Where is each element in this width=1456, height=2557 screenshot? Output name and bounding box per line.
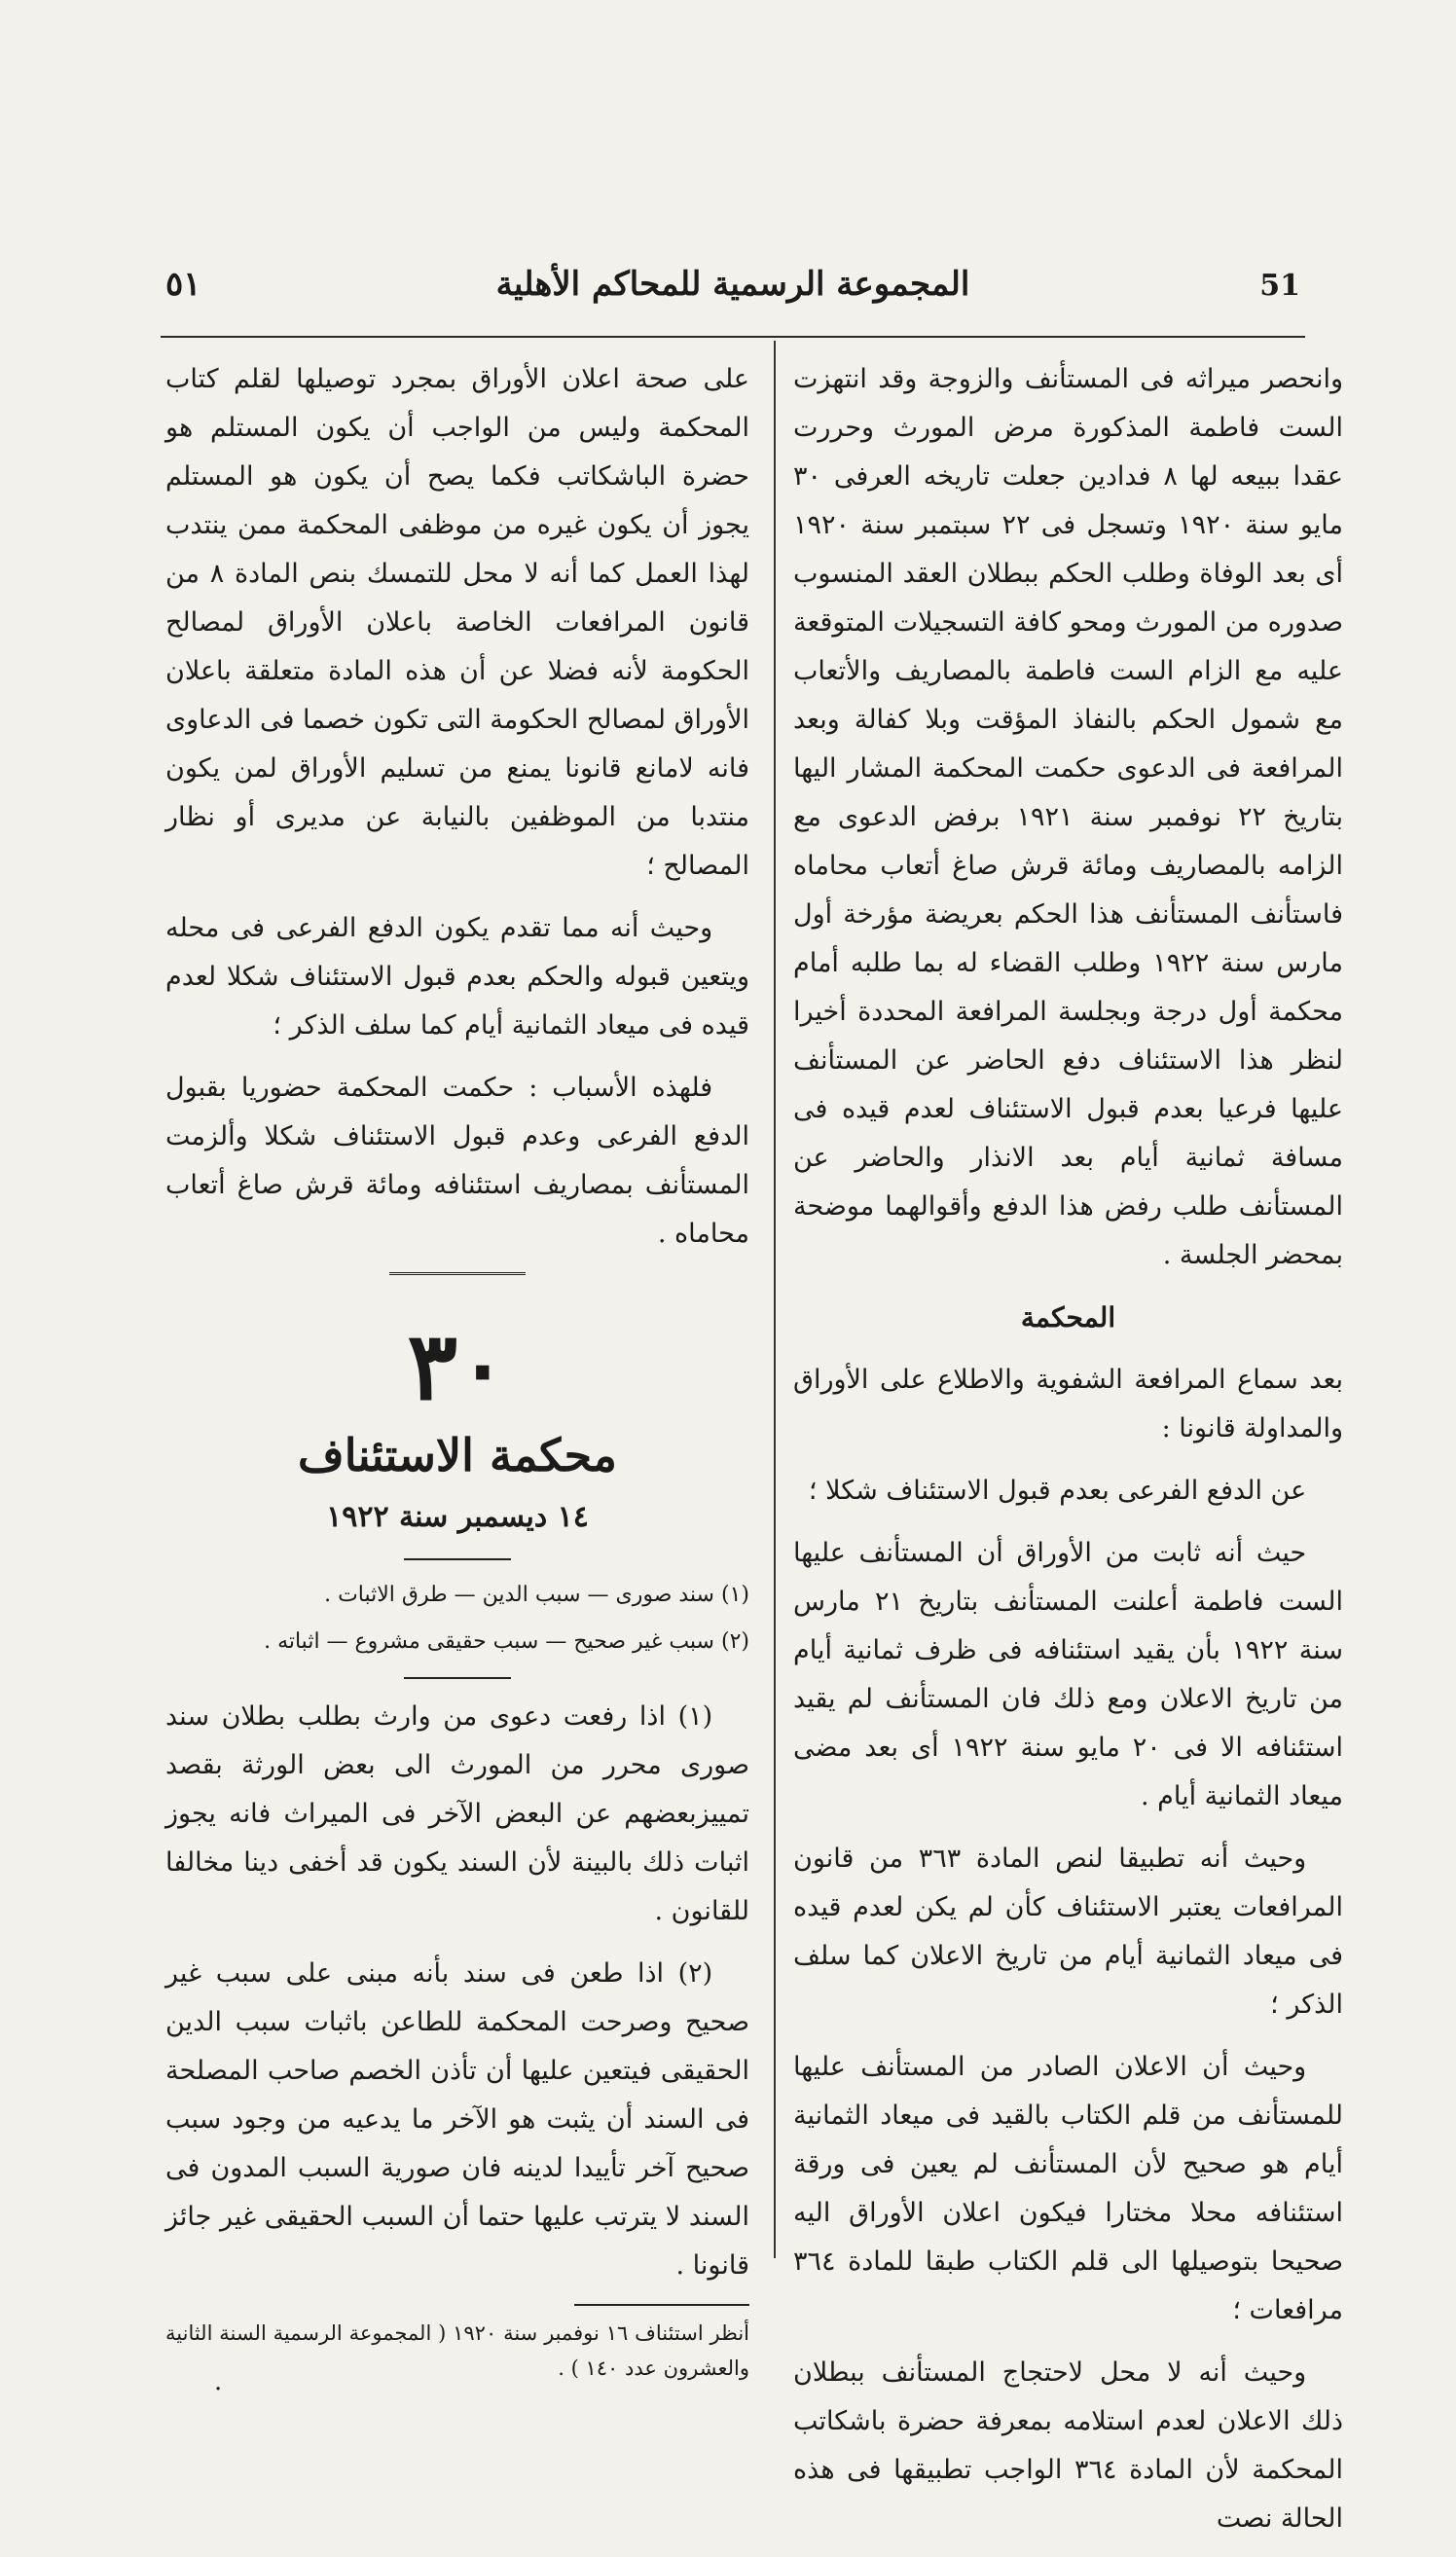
paragraph: فلهذه الأسباب : حكمت المحكمة حضوريا بقبول الدفع الفرعى وعدم قبول الاستئناف شكلا وألزمت المستأنف بمصاريف استئنافه ومائة قرش صاغ أتعاب محاماه . bbox=[165, 1073, 749, 1249]
paragraph: حيث أنه ثابت من الأوراق أن المستأنف عليها الست فاطمة أعلنت المستأنف بتاريخ ٢١ مارس سنة ١٩٢٢ بأن يقيد استئنافه فى ظرف ثمانية أيام من تاريخ الاعلان ومع ذلك فان المستأنف لم يقيد استئنافه الا فى ٢٠ مايو سنة ١٩٢٢ أى بعد مضى ميعاد الثمانية أيام . bbox=[793, 1538, 1343, 1811]
footnote: أنظر استئناف ١٦ نوفمبر سنة ١٩٢٠ ( المجموعة الرسمية السنة الثانية والعشرون عدد ١٤٠ ) . bbox=[165, 2321, 750, 2380]
court-heading: المحكمة bbox=[1020, 1301, 1116, 1333]
keyword-line: (٢) سبب غير صحيح — سبب حقيقى مشروع — اثباته . bbox=[264, 1629, 749, 1654]
left-column bbox=[165, 355, 749, 2399]
keyword-line: (١) سند صورى — سبب الدين — طرق الاثبات . bbox=[324, 1583, 749, 1607]
paragraph: وحيث أنه لا محل لاحتجاج المستأنف ببطلان ذلك الاعلان لعدم استلامه بمعرفة حضرة باشكاتب المحكمة لأن المادة ٣٦٤ الواجب تطبيقها فى هذه الحالة نصت bbox=[793, 2357, 1343, 2534]
page-number-arabic: ٥١ bbox=[165, 265, 201, 304]
principle: (٢) اذا طعن فى سند بأنه مبنى على سبب غير صحيح وصرحت المحكمة للطاعن باثبات سبب الدين الحقيقى فيتعين عليها أن تأذن الخصم صاحب المصلحة فى السند أن يثبت هو الآخر ما يدعيه من وجود سبب صحيح آخر تأييدا لدينه فان صورية السبب المدون فى السند لا يترتب عليها حتما أن السبب الحقيقى غير جائز قانونا . bbox=[165, 1958, 749, 2281]
running-title: المجموعة الرسمية للمحاكم الأهلية bbox=[495, 265, 970, 304]
paragraph: على صحة اعلان الأوراق بمجرد توصيلها لقلم كتاب المحكمة وليس من الواجب أن يكون المستلم هو حضرة الباشكاتب فكما يصح أن يكون هو المستلم يجوز أن يكون غيره من موظفى المحكمة ممن ينتدب لهذا العمل كما أنه لا محل للتمسك بنص المادة ٨ من قانون المرافعات الخاصة باعلان الأوراق لمصالح الحكومة لأنه فضلا عن أن هذه المادة متعلقة باعلان الأوراق لمصالح الحكومة التى تكون خصما فى الدعاوى فانه لامانع قانونا يمنع من تسليم الأوراق لمن يكون منتدبا من الموظفين بالنيابة عن مديرى أو نظار المصالح ؛ bbox=[165, 364, 749, 881]
page-header bbox=[165, 263, 1300, 321]
paragraph: وحيث أن الاعلان الصادر من المستأنف عليها للمستأنف من قلم الكتاب بالقيد فى ميعاد الثمانية أيام هو صحيح لأن المستأنف لم يعين فى ورقة استئنافه محلا مختارا فيكون اعلان الأوراق اليه صحيحا بتوصيلها الى قلم الكتاب طبقا للمادة ٣٦٤ مرافعات ؛ bbox=[793, 2052, 1343, 2325]
header-rule bbox=[161, 336, 1305, 338]
column-divider bbox=[774, 341, 776, 2258]
footnote-rule bbox=[574, 2304, 749, 2306]
keywords-rule bbox=[404, 1558, 511, 1560]
page-mark: · bbox=[214, 2375, 223, 2404]
paragraph: وحيث أنه تطبيقا لنص المادة ٣٦٣ من قانون المرافعات يعتبر الاستئناف كأن لم يكن لعدم قيده فى ميعاد الثمانية أيام من تاريخ الاعلان كما سلف الذكر ؛ bbox=[793, 1844, 1343, 2020]
right-column bbox=[793, 355, 1343, 2557]
page-number-latin: 51 bbox=[1259, 269, 1300, 303]
principle: (١) اذا رفعت دعوى من وارث بطلب بطلان سند صورى محرر من المورث الى بعض الورثة بقصد تمييزبعضهم عن البعض الآخر فى الميراث فانه يجوز اثبات ذلك بالبينة لأن السند يكون قد أخفى دينا مخالفا للقانون . bbox=[165, 1701, 749, 1926]
paragraph: عن الدفع الفرعى بعدم قبول الاستئناف شكلا ؛ bbox=[808, 1476, 1307, 1506]
paragraph: بعد سماع المرافعة الشفوية والاطلاع على الأوراق والمداولة قانونا : bbox=[793, 1365, 1343, 1443]
paragraph: وحيث أنه مما تقدم يكون الدفع الفرعى فى محله ويتعين قبوله والحكم بعدم قبول الاستئناف شكلا لعدم قيده فى ميعاد الثمانية أيام كما سلف الذكر ؛ bbox=[165, 913, 749, 1041]
case-number: ٣٠ bbox=[407, 1311, 508, 1421]
court-name: محكمة الاستئناف bbox=[298, 1429, 617, 1481]
paragraph: وانحصر ميراثه فى المستأنف والزوجة وقد انتهزت الست فاطمة المذكورة مرض المورث وحررت عقدا ببيعه لها ٨ فدادين جعلت تاريخه العرفى ٣٠ مايو سنة ١٩٢٠ وتسجل فى ٢٢ سبتمبر سنة ١٩٢٠ أى بعد الوفاة وطلب الحكم ببطلان العقد المنسوب صدوره من المورث ومحو كافة التسجيلات المتوقعة عليه مع الزام الست فاطمة بالمصاريف والأتعاب مع شمول الحكم بالنفاذ المؤقت وبلا كفالة وبعد المرافعة فى الدعوى حكمت المحكمة المشار اليها بتاريخ ٢٢ نوفمبر سنة ١٩٢١ برفض الدعوى مع الزامه بالمصاريف ومائة قرش صاغ أتعاب محاماه فاستأنف المستأنف هذا الحكم بعريضة مؤرخة أول مارس سنة ١٩٢٢ وطلب القضاء له بما طلبه أمام محكمة أول درجة وبجلسة المرافعة المحددة أخيرا لنظر هذا الاستئناف دفع الحاضر عن المستأنف عليها فرعيا بعدم قبول الاستئناف لعدم قيده فى مسافة ثمانية أيام بعد الانذار والحاضر عن المستأنف طلب رفض هذا الدفع وأقوالهما موضحة بمحضر الجلسة . bbox=[793, 364, 1343, 1270]
decision-date: ١٤ ديسمبر سنة ١٩٢٢ bbox=[326, 1500, 589, 1534]
principles-rule bbox=[404, 1677, 511, 1679]
section-separator bbox=[389, 1272, 526, 1278]
